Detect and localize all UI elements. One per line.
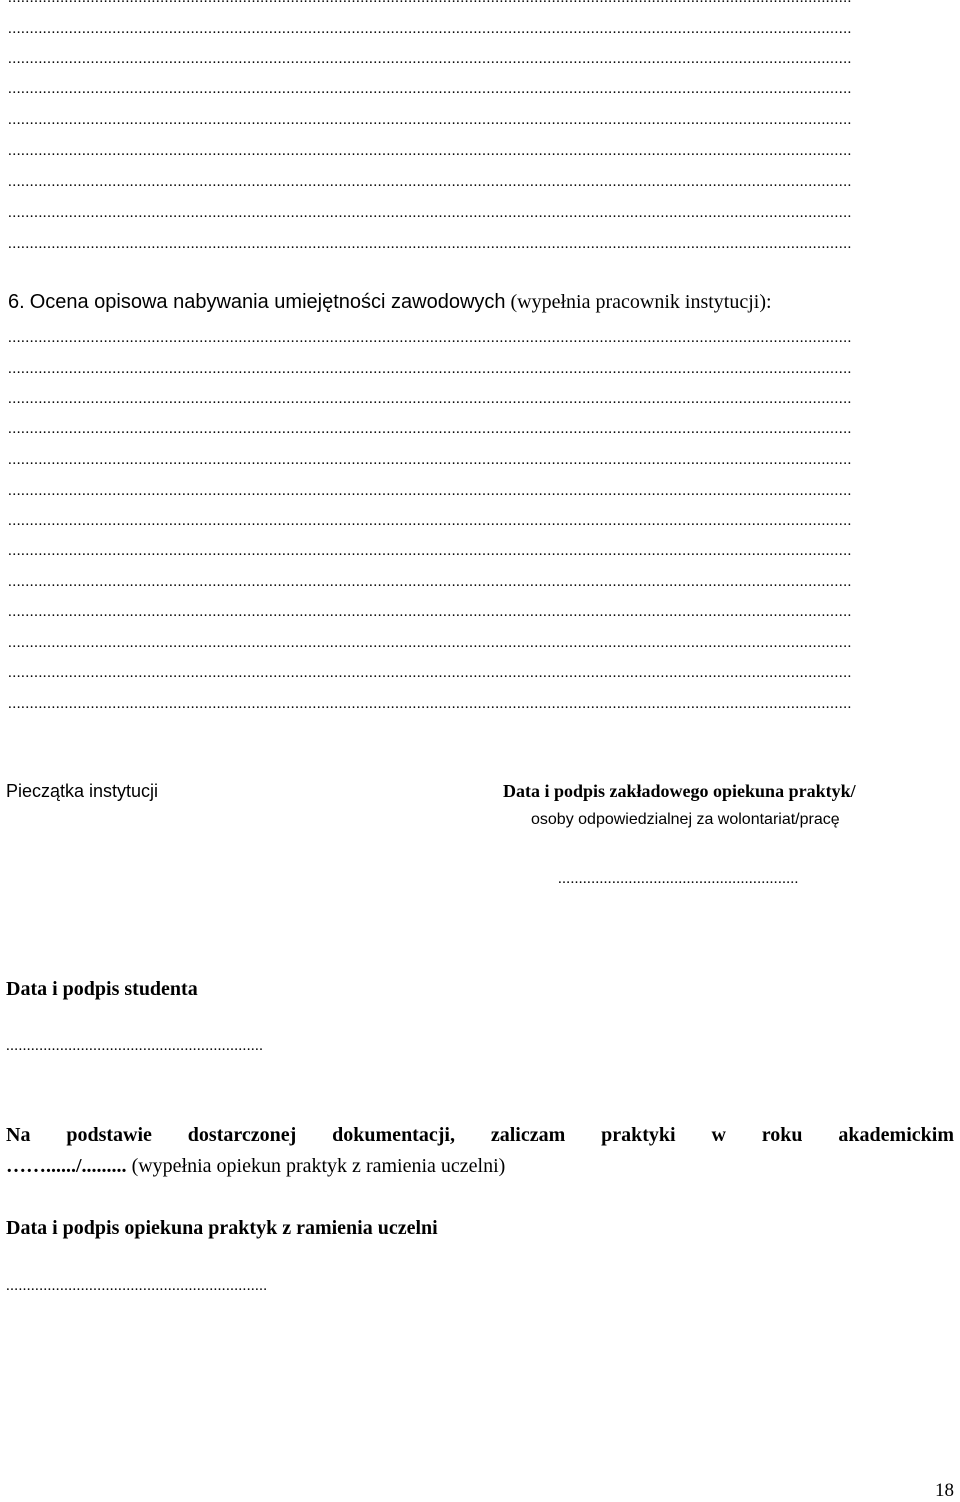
section-title: Ocena opisowa nabywania umiejętności zawodowych [29,291,506,313]
dot-line: .................................................................................................................................................................................................. [8,483,852,499]
basis-word: dostarczonej [187,1124,297,1146]
dot-line: .................................................................................................................................................................................................. [8,543,852,559]
basis-word: zaliczam [490,1124,566,1146]
dot-line: .................................................................................................................................................................................................. [8,81,852,97]
basis-statement-line1 [6,1124,954,1147]
page-number: 18 [935,1480,954,1501]
dot-line: .................................................................................................................................................................................................. [8,205,852,221]
dot-line: .................................................................................................................................................................................................. [8,21,852,37]
dot-line: .................................................................................................................................................................................................. [8,330,852,346]
basis-word: w [711,1124,726,1146]
supervisor-signature-sublabel: osoby odpowiedzialnej za wolontariat/pracę [531,811,840,828]
dot-line: .................................................................................................................................................................................................. [8,421,852,437]
basis-word: akademickim [838,1124,954,1146]
basis-note: (wypełnia opiekun praktyk z ramienia uczelni) [126,1155,506,1177]
dot-line: .................................................................................................................................................................................................. [8,574,852,590]
basis-word: praktyki [601,1124,676,1146]
basis-word: dokumentacji, [332,1124,455,1146]
dot-line: .................................................................................................................................................................................................. [8,635,852,651]
dot-line: .................................................................................................................................................................................................. [8,513,852,529]
dot-line: .................................................................................................................................................................................................. [8,391,852,407]
academic-year-blank: ……....../......... [6,1155,127,1177]
student-signature-label: Data i podpis studenta [6,978,198,1000]
university-supervisor-label: Data i podpis opiekuna praktyk z ramienia uczelni [6,1217,438,1239]
university-supervisor-dots: ............................................................... [6,1278,268,1294]
section-6-heading [8,289,772,315]
basis-word: Na [6,1124,31,1146]
basis-word: podstawie [66,1124,152,1146]
stamp-label: Pieczątka instytucji [6,781,159,801]
dot-line: .................................................................................................................................................................................................. [8,361,852,377]
dot-line: .................................................................................................................................................................................................. [8,604,852,620]
dot-line: .................................................................................................................................................................................................. [8,143,852,159]
basis-statement-line2 [6,1155,505,1178]
supervisor-signature-dots: .......................................................... [558,871,799,887]
dot-line [8,0,952,6]
student-signature-dots: .............................................................. [6,1038,264,1054]
dot-line: .................................................................................................................................................................................................. [8,112,852,128]
dot-line: .................................................................................................................................................................................................. [8,174,852,190]
dot-line: .................................................................................................................................................................................................. [8,452,852,468]
section-note: (wypełnia pracownik instytucji): [510,291,772,313]
dot-line: .................................................................................................................................................................................................. [8,696,852,712]
dot-line: .................................................................................................................................................................................................. [8,665,852,681]
dot-line: .................................................................................................................................................................................................. [8,236,852,252]
supervisor-signature-label: Data i podpis zakładowego opiekuna praktyk/ [503,781,856,801]
dot-line: .................................................................................................................................................................................................. [8,51,852,67]
basis-word: roku [761,1124,803,1146]
section-number: 6. [8,291,25,313]
